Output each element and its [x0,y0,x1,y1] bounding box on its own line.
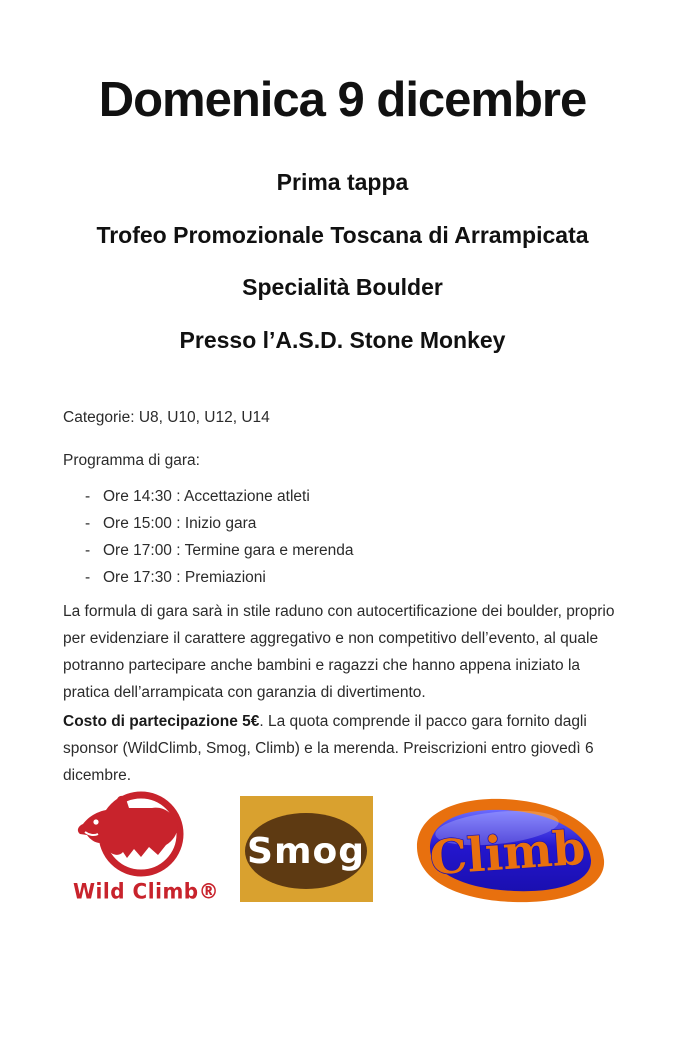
subtitle-prima-tappa: Prima tappa [276,169,409,195]
wildclimb-logo [73,791,220,904]
subtitle-specialita: Specialità Boulder [242,274,443,300]
cost-rest: . La quota comprende il pacco gara fornito dagli sponsor (WildClimb, Smog, Climb) e la merenda. Preiscrizioni entro giovedì 6 dicembre. [63,713,594,784]
smog-wordmark: Smog [247,831,365,872]
flyer-page [0,70,685,908]
cost-lead: Costo di partecipazione 5€ [63,713,260,730]
climb-logo [405,790,610,908]
schedule-item: - Ore 14:30 : Accettazione atleti [85,483,622,510]
page-title: Domenica 9 dicembre [98,73,587,127]
smog-logo [240,796,373,902]
categories-line: Categorie: U8, U10, U12, U14 [63,409,270,426]
smog-icon [240,796,373,902]
wildclimb-label: Wild Climb® [73,878,220,904]
climb-wordmark: Climb [427,820,588,887]
description-paragraph: La formula di gara sarà in stile raduno con autocertificazione dei boulder, proprio per evidenziare il carattere aggregativo e non competitivo dell’evento, al quale potranno partecipare anche bambini e ragazzi che hanno appena iniziato la pratica dell’arrampicata con garanzia di divertimento. [63,603,615,701]
sponsor-logos-row [63,789,622,908]
schedule-item: - Ore 17:00 : Termine gara e merenda [85,537,622,564]
subtitle-trofeo: Trofeo Promozionale Toscana di Arrampicata [96,222,589,248]
schedule-item: - Ore 17:30 : Premiazioni [85,564,622,591]
program-heading: Programma di gara: [63,452,200,469]
wildclimb-boar-icon [73,791,203,877]
schedule-list [63,483,622,591]
cost-paragraph [63,708,622,789]
subtitle-presso: Presso l’A.S.D. Stone Monkey [179,327,506,353]
climb-icon [405,790,610,908]
schedule-item: - Ore 15:00 : Inizio gara [85,510,622,537]
